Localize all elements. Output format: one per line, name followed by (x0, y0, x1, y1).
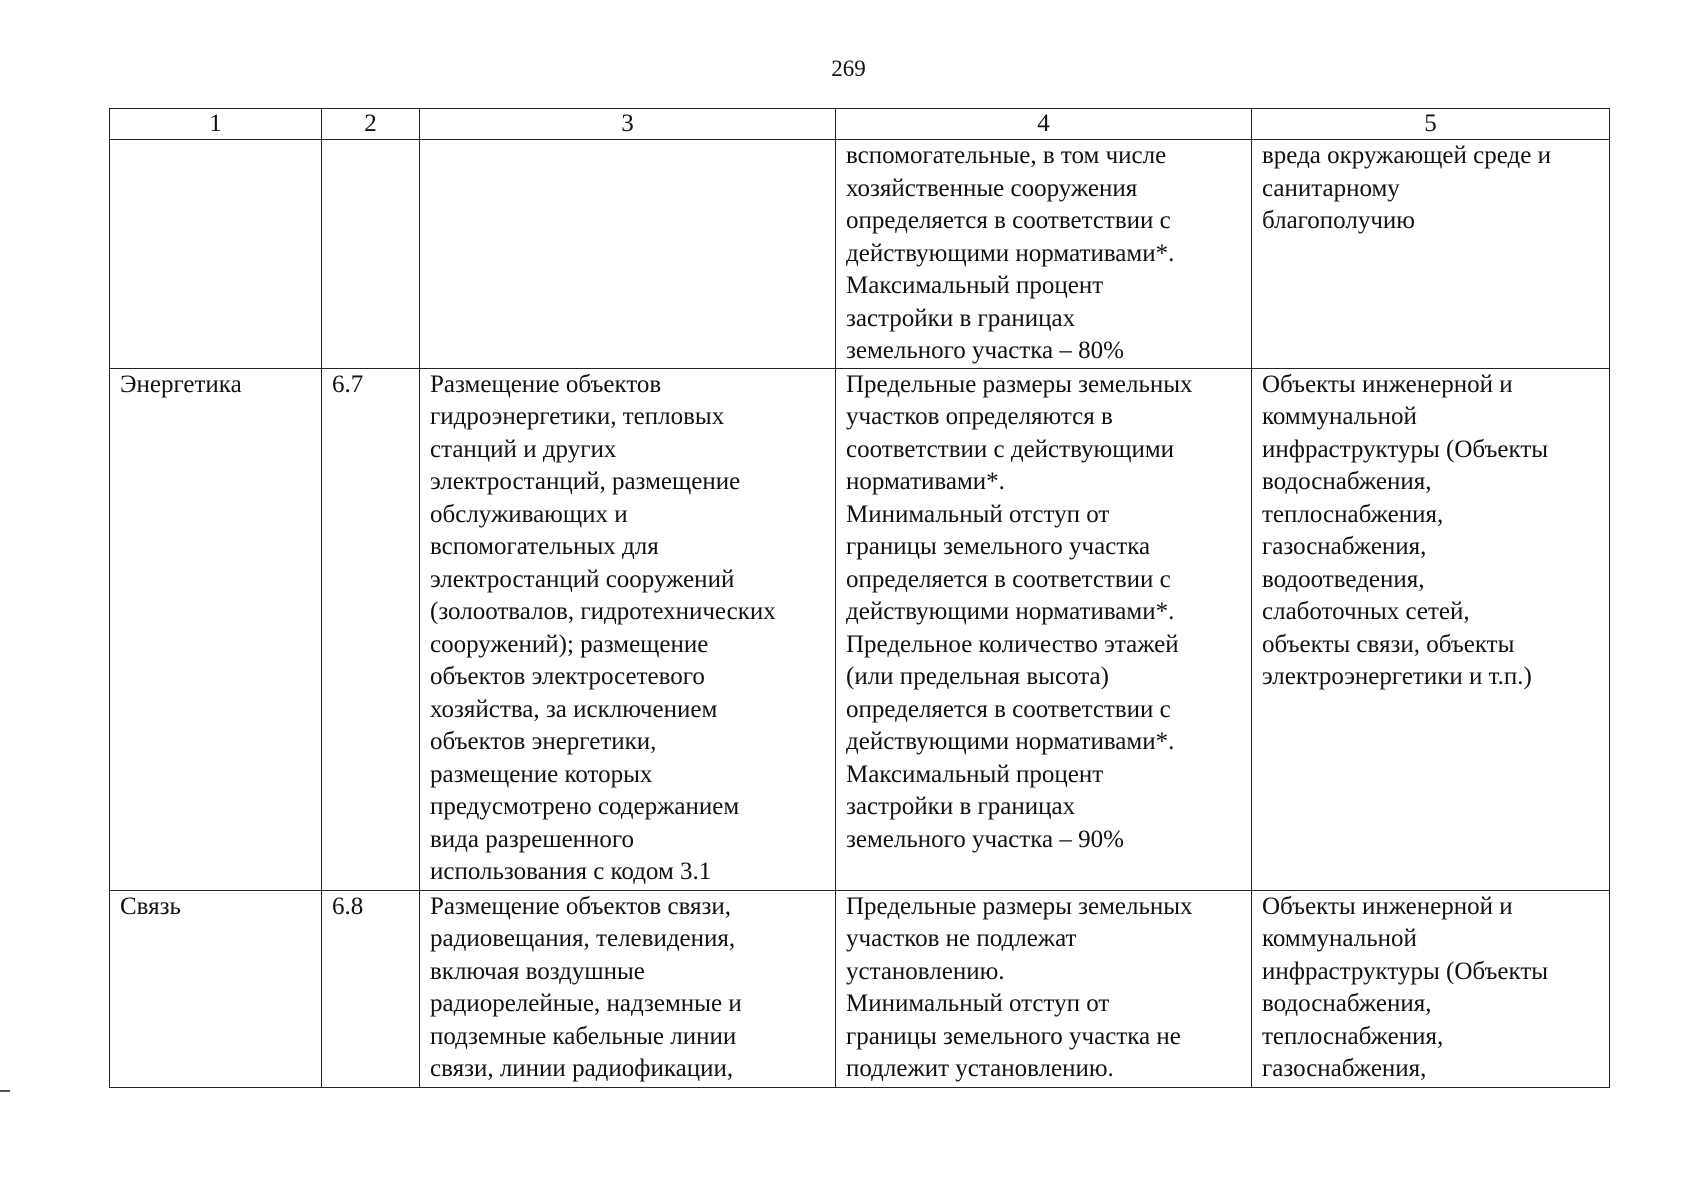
description-cell (420, 368, 836, 890)
description-cell (420, 140, 836, 369)
code-cell (322, 890, 420, 1087)
auxiliary-uses-text: Объекты инженерной и коммунальной инфраструктуры (Объекты водоснабжения, теплоснабжения, газоснабжения, (1262, 892, 1549, 1082)
use-type-text: Связь (120, 892, 181, 920)
auxiliary-uses-text: Объекты инженерной и коммунальной инфраструктуры (Объекты водоснабжения, теплоснабжения, газоснабжения, водоотведения, слаботочных сетей, объекты связи, объекты электроэнергетики и т.п.) (1262, 370, 1549, 690)
margin-mark (0, 1090, 10, 1092)
code-text: 6.8 (332, 892, 364, 920)
description-cell (420, 890, 836, 1087)
auxiliary-uses-cell (1252, 890, 1610, 1087)
table-row-communications (110, 890, 1610, 1087)
code-cell (322, 368, 420, 890)
auxiliary-uses-text: вреда окружающей среде и санитарному благополучию (1262, 142, 1551, 234)
parameters-cell (836, 140, 1252, 369)
parameters-text: Предельные размеры земельных участков не подлежат установлению. Минимальный отступ от границы земельного участка не подлежит установлению. (846, 892, 1193, 1082)
column-header-1: 1 (110, 109, 322, 140)
use-type-cell (110, 368, 322, 890)
code-cell (322, 140, 420, 369)
use-type-text: Энергетика (120, 370, 242, 398)
parameters-cell (836, 890, 1252, 1087)
parameters-text: Предельные размеры земельных участков определяются в соответствии с действующими нормативами*. Минимальный отступ от границы земельного участка определяется в соответствии с действующими нормативами*. Предельное количество этажей (или предельная высота) определяется в соответствии с действующими нормативами*. Максимальный процент застройки в границах земельного участка – 90% (846, 370, 1193, 853)
column-header-5: 5 (1252, 109, 1610, 140)
code-text: 6.7 (332, 370, 364, 398)
use-type-cell (110, 140, 322, 369)
table-row-energetics (110, 368, 1610, 890)
header-row (110, 109, 1610, 140)
auxiliary-uses-cell (1252, 140, 1610, 369)
description-text: Размещение объектов связи, радиовещания, телевидения, включая воздушные радиорелейные, надземные и подземные кабельные линии связи, линии радиофикации, (430, 892, 742, 1082)
parameters-cell (836, 368, 1252, 890)
zoning-table (109, 108, 1610, 1088)
table-row-continuation (110, 140, 1610, 369)
description-text: Размещение объектов гидроэнергетики, тепловых станций и других электростанций, размещение обслуживающих и вспомогательных для электростанций сооружений (золоотвалов, гидротехнических сооружений); размещение объектов электросетевого хозяйства, за исключением объектов энергетики, размещение которых предусмотрено содержанием вида разрешенного использования с кодом 3.1 (430, 370, 776, 885)
column-header-2: 2 (322, 109, 420, 140)
page-number: 269 (831, 56, 866, 81)
use-type-cell (110, 890, 322, 1087)
column-header-4: 4 (836, 109, 1252, 140)
parameters-text: вспомогательные, в том числе хозяйственные сооружения определяется в соответствии с действующими нормативами*. Максимальный процент застройки в границах земельного участка – 80% (846, 142, 1175, 364)
column-header-3: 3 (420, 109, 836, 140)
auxiliary-uses-cell (1252, 368, 1610, 890)
